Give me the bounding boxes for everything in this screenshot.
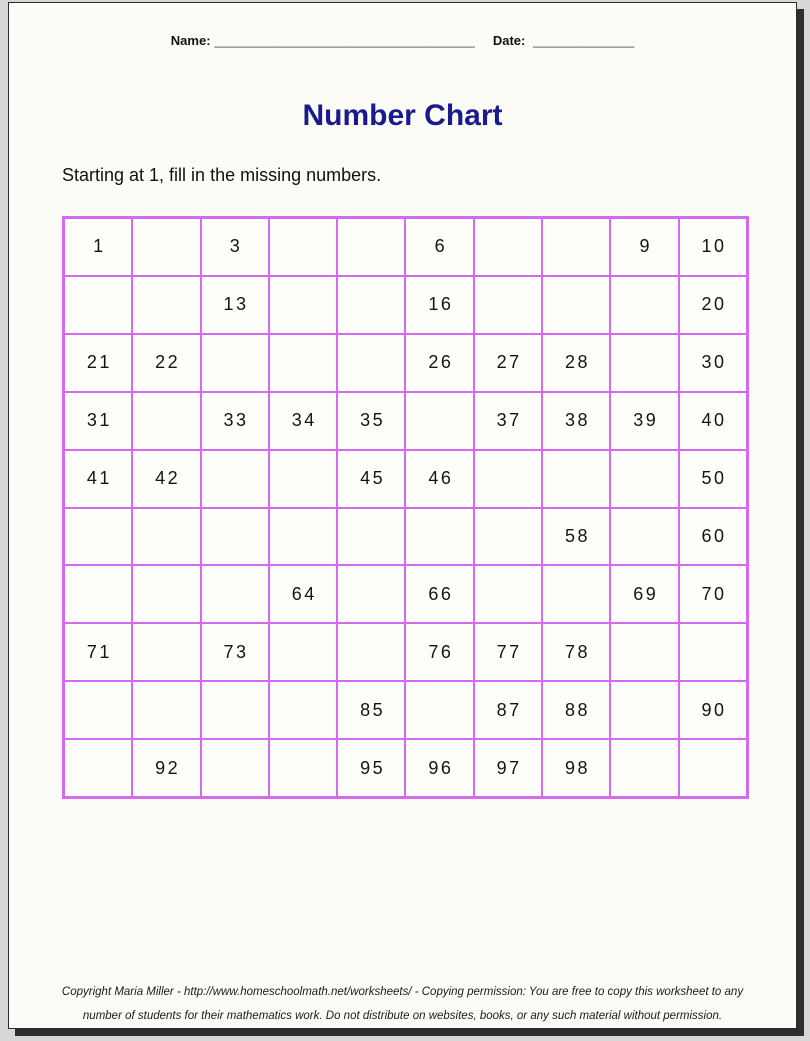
grid-row	[65, 219, 746, 275]
grid-cell: 85	[338, 682, 404, 738]
grid-cell: 41	[65, 451, 131, 507]
grid-cell: 70	[680, 566, 746, 622]
grid-cell-blank	[202, 509, 268, 565]
grid-cell-blank	[65, 566, 131, 622]
grid-cell-blank	[611, 682, 677, 738]
grid-cell-blank	[133, 509, 199, 565]
name-date-header	[9, 33, 796, 48]
grid-cell: 58	[543, 509, 609, 565]
grid-cell: 73	[202, 624, 268, 680]
grid-cell-blank	[65, 509, 131, 565]
grid-cell-blank	[611, 624, 677, 680]
grid-cell-blank	[406, 509, 472, 565]
grid-cell: 40	[680, 393, 746, 449]
grid-cell-blank	[475, 451, 541, 507]
grid-cell: 96	[406, 740, 472, 796]
grid-cell-blank	[680, 740, 746, 796]
grid-cell-blank	[133, 219, 199, 275]
date-group	[493, 33, 634, 48]
grid-cell-blank	[611, 277, 677, 333]
worksheet-page	[8, 2, 797, 1029]
instruction-text: Starting at 1, fill in the missing numbers.	[62, 165, 382, 185]
grid-cell-blank	[406, 393, 472, 449]
grid-cell-blank	[338, 624, 404, 680]
grid-cell: 95	[338, 740, 404, 796]
grid-cell-blank	[338, 277, 404, 333]
grid-cell-blank	[133, 682, 199, 738]
grid-cell-blank	[406, 682, 472, 738]
grid-cell: 78	[543, 624, 609, 680]
grid-cell-blank	[202, 566, 268, 622]
grid-row	[65, 335, 746, 391]
number-grid	[62, 216, 749, 799]
grid-cell-blank	[133, 277, 199, 333]
grid-row	[65, 393, 746, 449]
grid-cell: 6	[406, 219, 472, 275]
grid-cell-blank	[202, 682, 268, 738]
grid-cell-blank	[202, 740, 268, 796]
grid-cell: 20	[680, 277, 746, 333]
copyright-line-1: Copyright Maria Miller - http://www.homeschoolmath.net/worksheets/ - Copying permission: You are free to copy this worksheet to any	[61, 986, 744, 998]
grid-cell: 35	[338, 393, 404, 449]
copyright-footer	[9, 980, 796, 1028]
grid-cell-blank	[270, 509, 336, 565]
grid-cell-blank	[202, 451, 268, 507]
grid-cell-blank	[270, 624, 336, 680]
grid-cell: 45	[338, 451, 404, 507]
grid-cell: 3	[202, 219, 268, 275]
page-title: Number Chart	[302, 99, 503, 132]
grid-row	[65, 277, 746, 333]
grid-cell-blank	[543, 451, 609, 507]
grid-cell: 30	[680, 335, 746, 391]
grid-cell-blank	[543, 566, 609, 622]
grid-cell-blank	[475, 509, 541, 565]
grid-cell: 39	[611, 393, 677, 449]
grid-cell: 34	[270, 393, 336, 449]
grid-cell-blank	[338, 335, 404, 391]
grid-cell: 42	[133, 451, 199, 507]
grid-cell: 31	[65, 393, 131, 449]
name-blank-line: ____________________________________	[214, 33, 475, 48]
grid-row	[65, 682, 746, 738]
grid-cell: 50	[680, 451, 746, 507]
grid-cell-blank	[133, 624, 199, 680]
grid-cell: 90	[680, 682, 746, 738]
grid-cell: 71	[65, 624, 131, 680]
grid-cell-blank	[270, 740, 336, 796]
grid-cell-blank	[611, 509, 677, 565]
grid-cell: 33	[202, 393, 268, 449]
grid-cell-blank	[65, 682, 131, 738]
grid-cell: 60	[680, 509, 746, 565]
grid-cell-blank	[475, 219, 541, 275]
grid-row	[65, 740, 746, 796]
grid-cell: 26	[406, 335, 472, 391]
date-label: Date:	[492, 33, 526, 48]
name-label: Name:	[170, 33, 211, 48]
grid-cell-blank	[270, 335, 336, 391]
grid-cell-blank	[65, 740, 131, 796]
grid-cell-blank	[543, 277, 609, 333]
grid-cell-blank	[270, 682, 336, 738]
grid-cell-blank	[611, 335, 677, 391]
grid-cell: 16	[406, 277, 472, 333]
grid-cell-blank	[338, 566, 404, 622]
grid-row	[65, 451, 746, 507]
grid-cell-blank	[475, 277, 541, 333]
grid-cell: 98	[543, 740, 609, 796]
grid-cell-blank	[270, 219, 336, 275]
grid-cell: 27	[475, 335, 541, 391]
grid-cell-blank	[270, 277, 336, 333]
grid-cell: 77	[475, 624, 541, 680]
grid-cell-blank	[270, 451, 336, 507]
grid-cell-blank	[611, 740, 677, 796]
grid-cell-blank	[338, 509, 404, 565]
grid-cell-blank	[680, 624, 746, 680]
grid-cell: 38	[543, 393, 609, 449]
grid-cell: 92	[133, 740, 199, 796]
grid-cell: 22	[133, 335, 199, 391]
grid-cell-blank	[133, 566, 199, 622]
grid-cell-blank	[543, 219, 609, 275]
grid-row	[65, 509, 746, 565]
grid-cell: 69	[611, 566, 677, 622]
grid-cell: 13	[202, 277, 268, 333]
grid-cell: 10	[680, 219, 746, 275]
grid-cell: 97	[475, 740, 541, 796]
grid-cell-blank	[338, 219, 404, 275]
grid-cell-blank	[611, 451, 677, 507]
grid-cell: 46	[406, 451, 472, 507]
grid-cell-blank	[202, 335, 268, 391]
grid-cell: 66	[406, 566, 472, 622]
date-blank-line: ______________	[532, 33, 635, 48]
grid-cell: 87	[475, 682, 541, 738]
grid-cell: 28	[543, 335, 609, 391]
grid-cell: 9	[611, 219, 677, 275]
grid-cell-blank	[133, 393, 199, 449]
copyright-line-2: number of students for their mathematics work. Do not distribute on websites, books, or any such material without permission.	[82, 1010, 723, 1022]
grid-cell: 64	[270, 566, 336, 622]
grid-cell: 37	[475, 393, 541, 449]
grid-cell: 1	[65, 219, 131, 275]
grid-cell-blank	[475, 566, 541, 622]
grid-cell: 76	[406, 624, 472, 680]
grid-row	[65, 566, 746, 622]
grid-row	[65, 624, 746, 680]
grid-cell: 21	[65, 335, 131, 391]
grid-cell-blank	[65, 277, 131, 333]
grid-cell: 88	[543, 682, 609, 738]
